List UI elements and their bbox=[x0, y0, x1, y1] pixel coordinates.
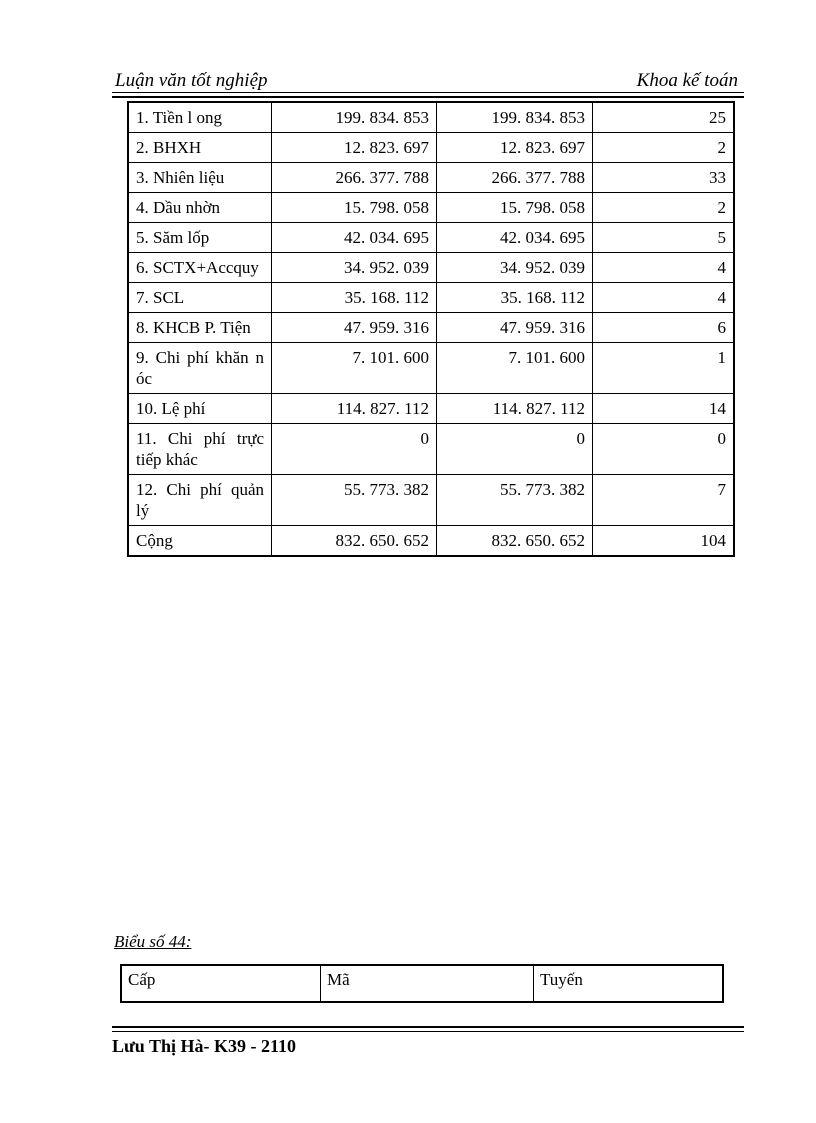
row-label: 8. KHCB P. Tiện bbox=[128, 313, 272, 343]
value-cell: 55. 773. 382 bbox=[272, 475, 437, 526]
row-label: 2. BHXH bbox=[128, 133, 272, 163]
header-cell-tuyen: Tuyến bbox=[534, 965, 724, 1002]
row-label: 3. Nhiên liệu bbox=[128, 163, 272, 193]
percent-cell: 14 bbox=[593, 394, 735, 424]
footer-author: Lưu Thị Hà- K39 - 2110 bbox=[112, 1036, 297, 1056]
value-cell: 35. 168. 112 bbox=[272, 283, 437, 313]
table-row bbox=[128, 283, 734, 313]
value-cell: 55. 773. 382 bbox=[437, 475, 593, 526]
value-cell: 7. 101. 600 bbox=[437, 343, 593, 394]
header-left-title: Luận văn tốt nghiệp bbox=[115, 70, 268, 91]
percent-cell: 5 bbox=[593, 223, 735, 253]
value-cell: 12. 823. 697 bbox=[272, 133, 437, 163]
row-label: 12. Chi phí quản lý bbox=[128, 475, 272, 526]
value-cell: 42. 034. 695 bbox=[272, 223, 437, 253]
row-label: 10. Lệ phí bbox=[128, 394, 272, 424]
value-cell: 199. 834. 853 bbox=[437, 102, 593, 133]
bieu-so-44-table bbox=[120, 964, 724, 1003]
table-row bbox=[128, 343, 734, 394]
value-cell: 34. 952. 039 bbox=[272, 253, 437, 283]
footer-rule bbox=[112, 1031, 744, 1032]
row-label: 11. Chi phí trực tiếp khác bbox=[128, 424, 272, 475]
value-cell: 114. 827. 112 bbox=[437, 394, 593, 424]
header-rule-thick bbox=[112, 96, 744, 98]
header-cell-cap: Cấp bbox=[121, 965, 321, 1002]
value-cell: 35. 168. 112 bbox=[437, 283, 593, 313]
table-row bbox=[128, 394, 734, 424]
table-row bbox=[128, 133, 734, 163]
value-cell: 266. 377. 788 bbox=[437, 163, 593, 193]
header-cell-ma: Mã bbox=[321, 965, 534, 1002]
value-cell: 42. 034. 695 bbox=[437, 223, 593, 253]
table-row bbox=[128, 253, 734, 283]
value-cell: 15. 798. 058 bbox=[437, 193, 593, 223]
row-label: 9. Chi phí khăn n óc bbox=[128, 343, 272, 394]
table-row bbox=[128, 475, 734, 526]
percent-cell: 0 bbox=[593, 424, 735, 475]
row-label: 6. SCTX+Accquy bbox=[128, 253, 272, 283]
table-row bbox=[128, 223, 734, 253]
row-label: 5. Săm lốp bbox=[128, 223, 272, 253]
row-label: 1. Tiền l ong bbox=[128, 102, 272, 133]
header-right-title: Khoa kế toán bbox=[636, 70, 738, 91]
value-cell: 47. 959. 316 bbox=[437, 313, 593, 343]
percent-cell: 104 bbox=[593, 526, 735, 557]
row-label: 7. SCL bbox=[128, 283, 272, 313]
value-cell: 832. 650. 652 bbox=[437, 526, 593, 557]
percent-cell: 33 bbox=[593, 163, 735, 193]
percent-cell: 7 bbox=[593, 475, 735, 526]
table-row bbox=[128, 193, 734, 223]
percent-cell: 2 bbox=[593, 193, 735, 223]
table-row bbox=[128, 424, 734, 475]
percent-cell: 25 bbox=[593, 102, 735, 133]
value-cell: 34. 952. 039 bbox=[437, 253, 593, 283]
percent-cell: 1 bbox=[593, 343, 735, 394]
cost-table bbox=[127, 101, 735, 557]
value-cell: 199. 834. 853 bbox=[272, 102, 437, 133]
row-label: Cộng bbox=[128, 526, 272, 557]
table-row bbox=[128, 102, 734, 133]
value-cell: 47. 959. 316 bbox=[272, 313, 437, 343]
percent-cell: 6 bbox=[593, 313, 735, 343]
header-rule bbox=[112, 92, 744, 93]
table-row bbox=[128, 163, 734, 193]
value-cell: 7. 101. 600 bbox=[272, 343, 437, 394]
table-caption: Biểu số 44: bbox=[114, 932, 192, 951]
percent-cell: 2 bbox=[593, 133, 735, 163]
value-cell: 0 bbox=[437, 424, 593, 475]
table-header-row bbox=[121, 965, 723, 1002]
value-cell: 12. 823. 697 bbox=[437, 133, 593, 163]
table-row bbox=[128, 526, 734, 557]
value-cell: 15. 798. 058 bbox=[272, 193, 437, 223]
row-label: 4. Dầu nhờn bbox=[128, 193, 272, 223]
value-cell: 266. 377. 788 bbox=[272, 163, 437, 193]
value-cell: 0 bbox=[272, 424, 437, 475]
percent-cell: 4 bbox=[593, 283, 735, 313]
percent-cell: 4 bbox=[593, 253, 735, 283]
footer-rule-thick bbox=[112, 1026, 744, 1028]
value-cell: 114. 827. 112 bbox=[272, 394, 437, 424]
value-cell: 832. 650. 652 bbox=[272, 526, 437, 557]
table-row bbox=[128, 313, 734, 343]
